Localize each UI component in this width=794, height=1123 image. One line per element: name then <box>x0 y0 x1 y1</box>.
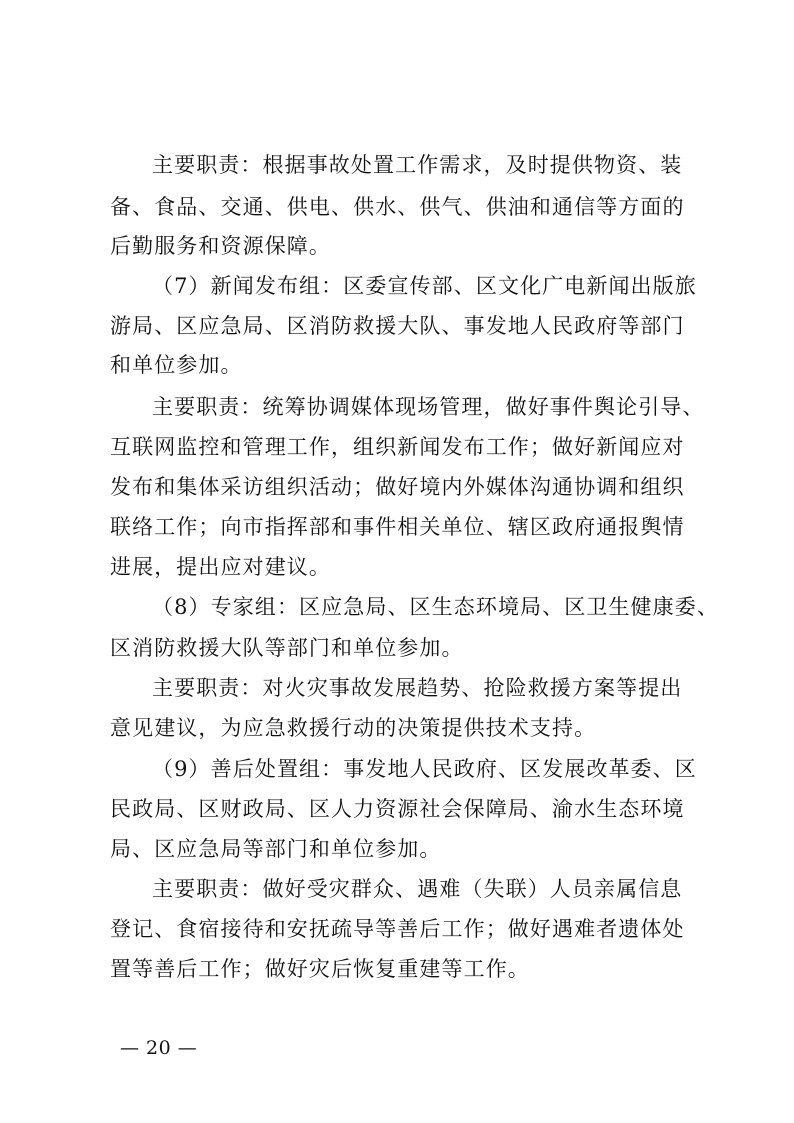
text-line-14: 主要职责：对火灾事故发展趋势、抢险救援方案等提出 <box>152 676 683 700</box>
text-line-16: （9）善后处置组：事发地人民政府、区发展改革委、区 <box>152 757 697 781</box>
text-line-15: 意见建议，为应急救援行动的决策提供技术支持。 <box>110 716 597 740</box>
text-line-1: 主要职责：根据事故处置工作需求，及时提供物资、装 <box>152 153 683 177</box>
text-line-20: 登记、食宿接待和安抚疏导等善后工作；做好遇难者遗体处 <box>110 917 685 941</box>
text-line-5: 游局、区应急局、区消防救援大队、事发地人民政府等部门 <box>110 314 685 338</box>
text-line-13: 区消防救援大队等部门和单位参加。 <box>110 636 464 660</box>
text-line-21: 置等善后工作；做好灾后恢复重建等工作。 <box>110 957 530 981</box>
text-line-10: 联络工作；向市指挥部和事件相关单位、辖区政府通报舆情 <box>110 515 685 539</box>
text-line-9: 发布和集体采访组织活动；做好境内外媒体沟通协调和组织 <box>110 475 685 499</box>
text-line-19: 主要职责：做好受灾群众、遇难（失联）人员亲属信息 <box>152 877 683 901</box>
text-line-7: 主要职责：统筹协调媒体现场管理，做好事件舆论引导、 <box>152 395 705 419</box>
text-line-3: 后勤服务和资源保障。 <box>110 234 331 258</box>
text-line-11: 进展，提出应对建议。 <box>110 555 331 579</box>
text-line-8: 互联网监控和管理工作，组织新闻发布工作；做好新闻应对 <box>110 435 685 459</box>
text-line-17: 民政局、区财政局、区人力资源社会保障局、渝水生态环境 <box>110 797 685 821</box>
text-line-4: （7）新闻发布组：区委宣传部、区文化广电新闻出版旅 <box>152 274 697 298</box>
text-line-6: 和单位参加。 <box>110 353 243 377</box>
text-line-18: 局、区应急局等部门和单位参加。 <box>110 837 442 861</box>
text-line-12: （8）专家组：区应急局、区生态环境局、区卫生健康委、 <box>152 595 719 619</box>
text-line-2: 备、食品、交通、供电、供水、供气、供油和通信等方面的 <box>110 195 685 219</box>
page-number: — 20 — <box>120 1037 198 1059</box>
